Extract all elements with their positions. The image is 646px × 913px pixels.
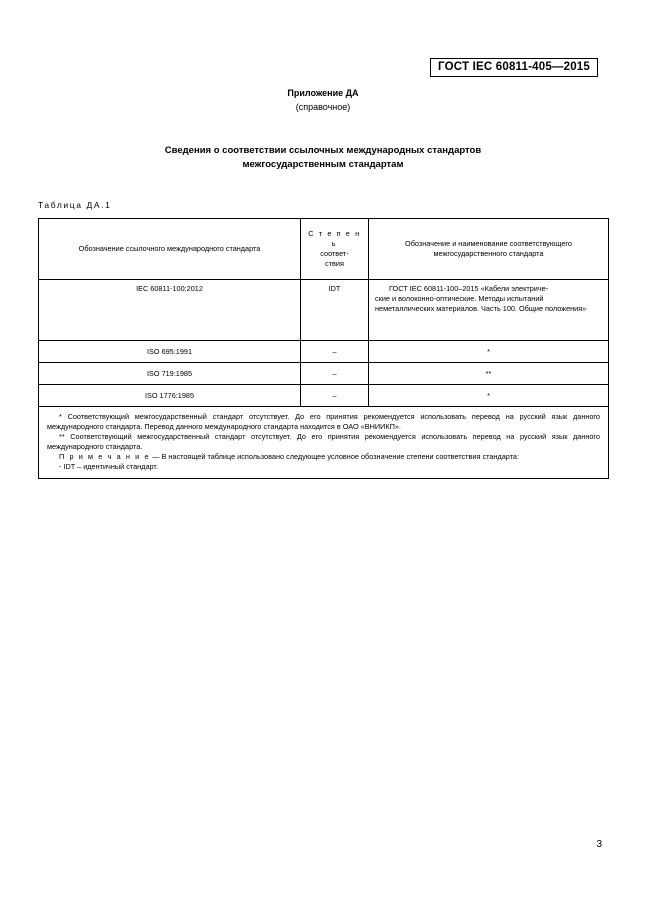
cell-description: **	[369, 363, 609, 385]
cell-reference: ISO 719:1985	[39, 363, 301, 385]
page-title-line-1: Сведения о соответствии ссылочных международных стандартов	[164, 145, 482, 156]
table-header-degree-line-1: С т е п е н ь	[308, 229, 361, 248]
table-row	[39, 280, 609, 341]
table-header-description-line-2: межгосударственного стандарта	[433, 249, 544, 258]
table-caption	[38, 200, 111, 210]
annex-block	[0, 86, 646, 114]
table-footnotes-cell	[39, 407, 609, 479]
table-header-degree-line-2: соответ-	[320, 249, 349, 258]
cell-description-line-2: ские и волоконно-оптические. Методы испытаний	[375, 294, 544, 303]
page-title	[90, 144, 556, 172]
standard-designation-box	[430, 58, 598, 77]
cell-reference: IEC 60811-100:2012	[39, 280, 301, 341]
cell-degree: –	[301, 341, 369, 363]
table-header-description-line-1: Обозначение и наименование соответствующего	[405, 239, 572, 248]
annex-title: Приложение ДА	[287, 88, 359, 98]
table-note	[47, 452, 600, 462]
table-note-item: - IDT – идентичный стандарт.	[59, 462, 158, 471]
table-header-row	[39, 219, 609, 280]
footnote-2: ** Соответствующий межгосударственный стандарт отсутствует. До его принятия рекомендуется использовать перевод на русский язык данного международного стандарта.	[47, 432, 600, 451]
table-header-cell-reference: Обозначение ссылочного международного стандарта	[39, 219, 301, 280]
table-footnotes-row	[39, 407, 609, 479]
table-row	[39, 385, 609, 407]
cell-reference: ISO 695:1991	[39, 341, 301, 363]
table-row	[39, 363, 609, 385]
table-header-cell-description	[369, 219, 609, 280]
table-row	[39, 341, 609, 363]
table-header-cell-degree	[301, 219, 369, 280]
cell-degree: IDT	[301, 280, 369, 341]
cell-description-line-3: неметаллических материалов. Часть 100. Общие	[375, 304, 543, 313]
reference-standards-table	[38, 218, 609, 479]
annex-subtitle: (справочное)	[295, 102, 351, 112]
cell-description	[369, 280, 609, 341]
cell-description: *	[369, 341, 609, 363]
page-number: 3	[596, 839, 602, 850]
cell-degree: –	[301, 363, 369, 385]
table-note-label: П р и м е ч а н и е	[59, 452, 151, 461]
table-caption-text: Таблица ДА.1	[38, 200, 112, 210]
cell-reference: ISO 1776:1985	[39, 385, 301, 407]
cell-description-line-1: ГОСТ IEC 60811-100–2015 «Кабели электриче-	[389, 284, 549, 293]
cell-degree: –	[301, 385, 369, 407]
cell-description: *	[369, 385, 609, 407]
page-title-line-2: межгосударственным стандартам	[242, 159, 404, 170]
table-header-degree-line-3: ствия	[325, 259, 344, 268]
footnote-1: * Соответствующий межгосударственный стандарт отсутствует. До его принятия рекомендуется использовать перевод на русский язык данного международного стандарта. Перевод данного международного стандарта находится в ОАО «ВНИИКП».	[47, 412, 600, 431]
standard-designation-text: ГОСТ IEC 60811-405—2015	[438, 61, 590, 73]
cell-description-line-4: положения»	[545, 304, 587, 313]
table-note-text: — В настоящей таблице использовано следующее условное обозначение степени соответствия стандарта:	[152, 452, 520, 461]
